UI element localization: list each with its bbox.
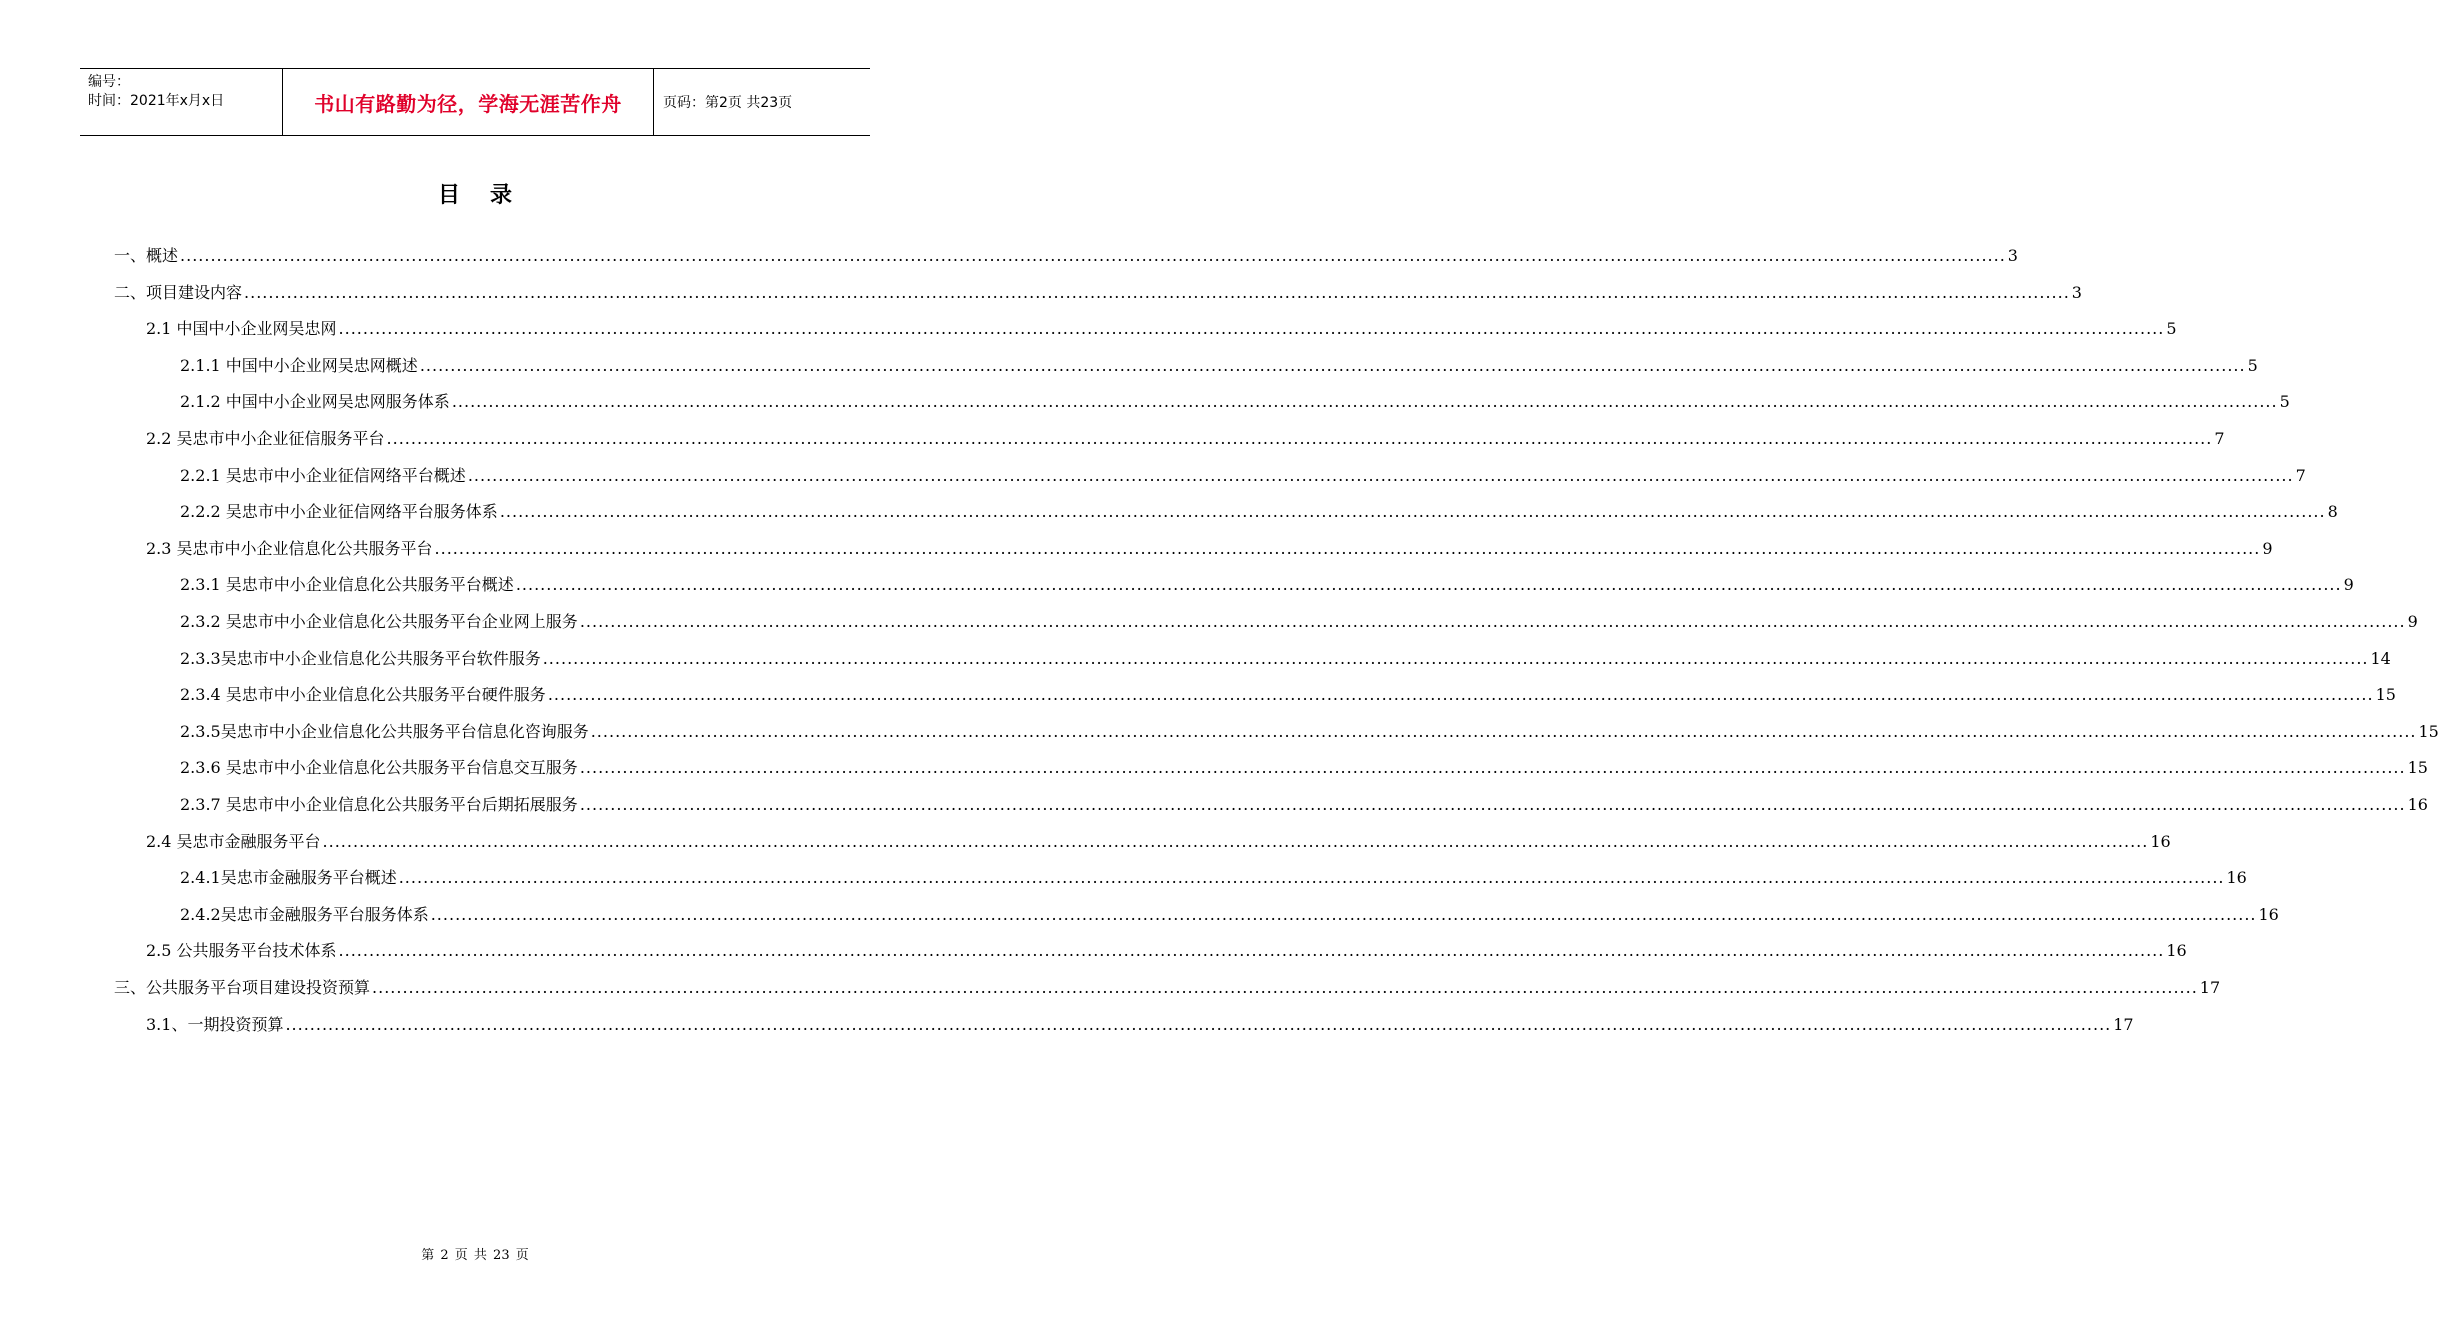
toc-dot-leader: ............................................................................................................................................................................................................................................................................................................ xyxy=(467,465,2294,485)
toc-entry-page: 14 xyxy=(2370,648,2391,668)
toc-entry-page: 15 xyxy=(2375,685,2396,705)
toc-entry-title: 2.3.4 吴忠市中小企业信息化公共服务平台硬件服务 xyxy=(180,685,546,705)
toc-entry-title: 2.1.2 中国中小企业网吴忠网服务体系 xyxy=(180,392,450,412)
toc-entry[interactable] xyxy=(180,494,2338,530)
header-motto-cell xyxy=(282,69,654,135)
toc-entry[interactable] xyxy=(114,275,2082,311)
toc-entry-page: 15 xyxy=(2407,758,2428,778)
toc-entry-page: 16 xyxy=(2407,795,2428,814)
toc-entry-title: 2.5 公共服务平台技术体系 xyxy=(146,941,337,961)
toc-dot-leader: ............................................................................................................................................................................................................................................................................................................ xyxy=(338,319,2165,339)
toc-entry[interactable] xyxy=(180,677,2396,713)
toc-entry-title: 2.2 吴忠市中小企业征信服务平台 xyxy=(146,429,385,448)
toc-entry-page: 16 xyxy=(2226,868,2247,888)
toc-entry[interactable] xyxy=(146,824,2171,860)
toc-entry-page: 15 xyxy=(2418,721,2439,741)
toc-dot-leader: ............................................................................................................................................................................................................................................................................................................ xyxy=(547,685,2374,705)
header-table xyxy=(80,68,870,136)
toc-dot-leader: ............................................................................................................................................................................................................................................................................................................ xyxy=(579,758,2406,778)
toc-entry[interactable] xyxy=(180,384,2290,420)
toc-entry[interactable] xyxy=(146,311,2177,347)
toc-entry-title: 2.2.2 吴忠市中小企业征信网络平台服务体系 xyxy=(180,502,498,522)
toc-entry[interactable] xyxy=(180,348,2258,384)
doc-time-label: 时间：2021年x月x日 xyxy=(88,93,225,109)
toc-entry[interactable] xyxy=(180,458,2306,494)
toc-entry-title: 2.4.2吴忠市金融服务平台服务体系 xyxy=(180,904,429,924)
toc-entry-title: 二、项目建设内容 xyxy=(114,282,243,302)
toc-dot-leader: ............................................................................................................................................................................................................................................................................................................ xyxy=(579,612,2406,631)
toc-entry[interactable] xyxy=(180,714,2439,750)
toc-entry-page: 17 xyxy=(2199,978,2221,997)
toc-entry[interactable] xyxy=(180,750,2428,786)
toc-entry-page: 8 xyxy=(2327,502,2338,522)
toc-entry-title: 2.3.3吴忠市中小企业信息化公共服务平台软件服务 xyxy=(180,648,541,668)
toc-entry-title: 2.3 吴忠市中小企业信息化公共服务平台 xyxy=(146,538,433,558)
toc-entry-title: 2.4 吴忠市金融服务平台 xyxy=(146,831,321,851)
toc-entry[interactable] xyxy=(180,604,2418,640)
toc-entry-title: 2.3.6 吴忠市中小企业信息化公共服务平台信息交互服务 xyxy=(180,758,578,778)
toc-entry[interactable] xyxy=(146,1007,2134,1043)
doc-number-label: 编号： xyxy=(88,74,130,90)
toc-dot-leader: ............................................................................................................................................................................................................................................................................................................ xyxy=(322,831,2149,851)
toc-dot-leader: ............................................................................................................................................................................................................................................................................................................ xyxy=(338,941,2165,961)
toc-entry-page: 7 xyxy=(2214,429,2225,448)
toc-dot-leader: ............................................................................................................................................................................................................................................................................................................ xyxy=(285,1014,2112,1034)
toc-entry-title: 2.2.1 吴忠市中小企业征信网络平台概述 xyxy=(180,465,466,485)
toc-entry-title: 2.3.1 吴忠市中小企业信息化公共服务平台概述 xyxy=(180,575,514,595)
toc-dot-leader: ............................................................................................................................................................................................................................................................................................................ xyxy=(451,392,2278,412)
toc-entry[interactable] xyxy=(146,531,2273,567)
header-meta xyxy=(80,69,282,135)
toc-entry-page: 16 xyxy=(2150,831,2171,851)
toc-entry[interactable] xyxy=(180,641,2391,677)
toc-entry[interactable] xyxy=(146,933,2187,969)
toc-dot-leader: ............................................................................................................................................................................................................................................................................................................ xyxy=(590,721,2417,741)
toc-dot-leader: ............................................................................................................................................................................................................................................................................................................ xyxy=(180,246,2006,265)
toc-entry-page: 17 xyxy=(2113,1014,2134,1034)
toc-entry-title: 3.1、一期投资预算 xyxy=(146,1014,284,1034)
toc-entry-title: 一、概述 xyxy=(114,246,179,265)
toc-entry-page: 9 xyxy=(2262,538,2273,558)
toc-entry-page: 16 xyxy=(2258,904,2279,924)
toc-dot-leader: ............................................................................................................................................................................................................................................................................................................ xyxy=(515,575,2342,595)
toc-dot-leader: ............................................................................................................................................................................................................................................................................................................ xyxy=(386,429,2213,448)
toc-entry-title: 2.1.1 中国中小企业网吴忠网概述 xyxy=(180,355,418,375)
toc-entry-title: 2.3.5吴忠市中小企业信息化公共服务平台信息化咨询服务 xyxy=(180,721,589,741)
toc-entry-page: 5 xyxy=(2247,355,2258,375)
toc-entry[interactable] xyxy=(180,787,2428,823)
toc-entry-page: 5 xyxy=(2166,319,2177,339)
toc-entry-page: 9 xyxy=(2343,575,2354,595)
page-title: 目录 xyxy=(437,183,542,208)
toc-entry[interactable] xyxy=(180,567,2354,603)
toc-entry-page: 3 xyxy=(2007,246,2018,265)
header-page-cell xyxy=(654,69,870,135)
toc-entry-page: 16 xyxy=(2166,941,2187,961)
toc-entry-page: 7 xyxy=(2295,465,2306,485)
toc-dot-leader: ............................................................................................................................................................................................................................................................................................................ xyxy=(579,795,2406,814)
toc-dot-leader: ............................................................................................................................................................................................................................................................................................................ xyxy=(499,502,2326,522)
toc-entry[interactable] xyxy=(180,860,2247,896)
toc-entry-page: 5 xyxy=(2279,392,2290,412)
motto-text: 书山有路勤为径，学海无涯苦作舟 xyxy=(314,91,622,116)
toc-entry-title: 2.3.2 吴忠市中小企业信息化公共服务平台企业网上服务 xyxy=(180,612,578,631)
page-footer: 第 2 页 共 23 页 xyxy=(421,1248,529,1263)
toc-dot-leader: ............................................................................................................................................................................................................................................................................................................ xyxy=(244,282,2070,302)
toc-dot-leader: ............................................................................................................................................................................................................................................................................................................ xyxy=(430,904,2257,924)
toc-dot-leader: ............................................................................................................................................................................................................................................................................................................ xyxy=(542,648,2369,668)
toc-dot-leader: ............................................................................................................................................................................................................................................................................................................ xyxy=(419,355,2246,375)
toc-entry-title: 2.1 中国中小企业网吴忠网 xyxy=(146,319,337,339)
page-indicator: 页码：第2页 共23页 xyxy=(663,95,793,111)
toc-dot-leader: ............................................................................................................................................................................................................................................................................................................ xyxy=(372,978,2198,997)
toc-entry-title: 三、公共服务平台项目建设投资预算 xyxy=(114,978,371,997)
toc-entry-title: 2.3.7 吴忠市中小企业信息化公共服务平台后期拓展服务 xyxy=(180,795,578,814)
toc-entry-title: 2.4.1吴忠市金融服务平台概述 xyxy=(180,868,397,888)
toc-entry[interactable] xyxy=(114,970,2221,1006)
toc-entry[interactable] xyxy=(114,238,2018,274)
toc-entry[interactable] xyxy=(180,897,2279,933)
toc-dot-leader: ............................................................................................................................................................................................................................................................................................................ xyxy=(434,538,2261,558)
toc-dot-leader: ............................................................................................................................................................................................................................................................................................................ xyxy=(398,868,2225,888)
toc-entry[interactable] xyxy=(146,421,2225,457)
toc-entry-page: 9 xyxy=(2407,612,2418,631)
toc-entry-page: 3 xyxy=(2071,282,2082,302)
